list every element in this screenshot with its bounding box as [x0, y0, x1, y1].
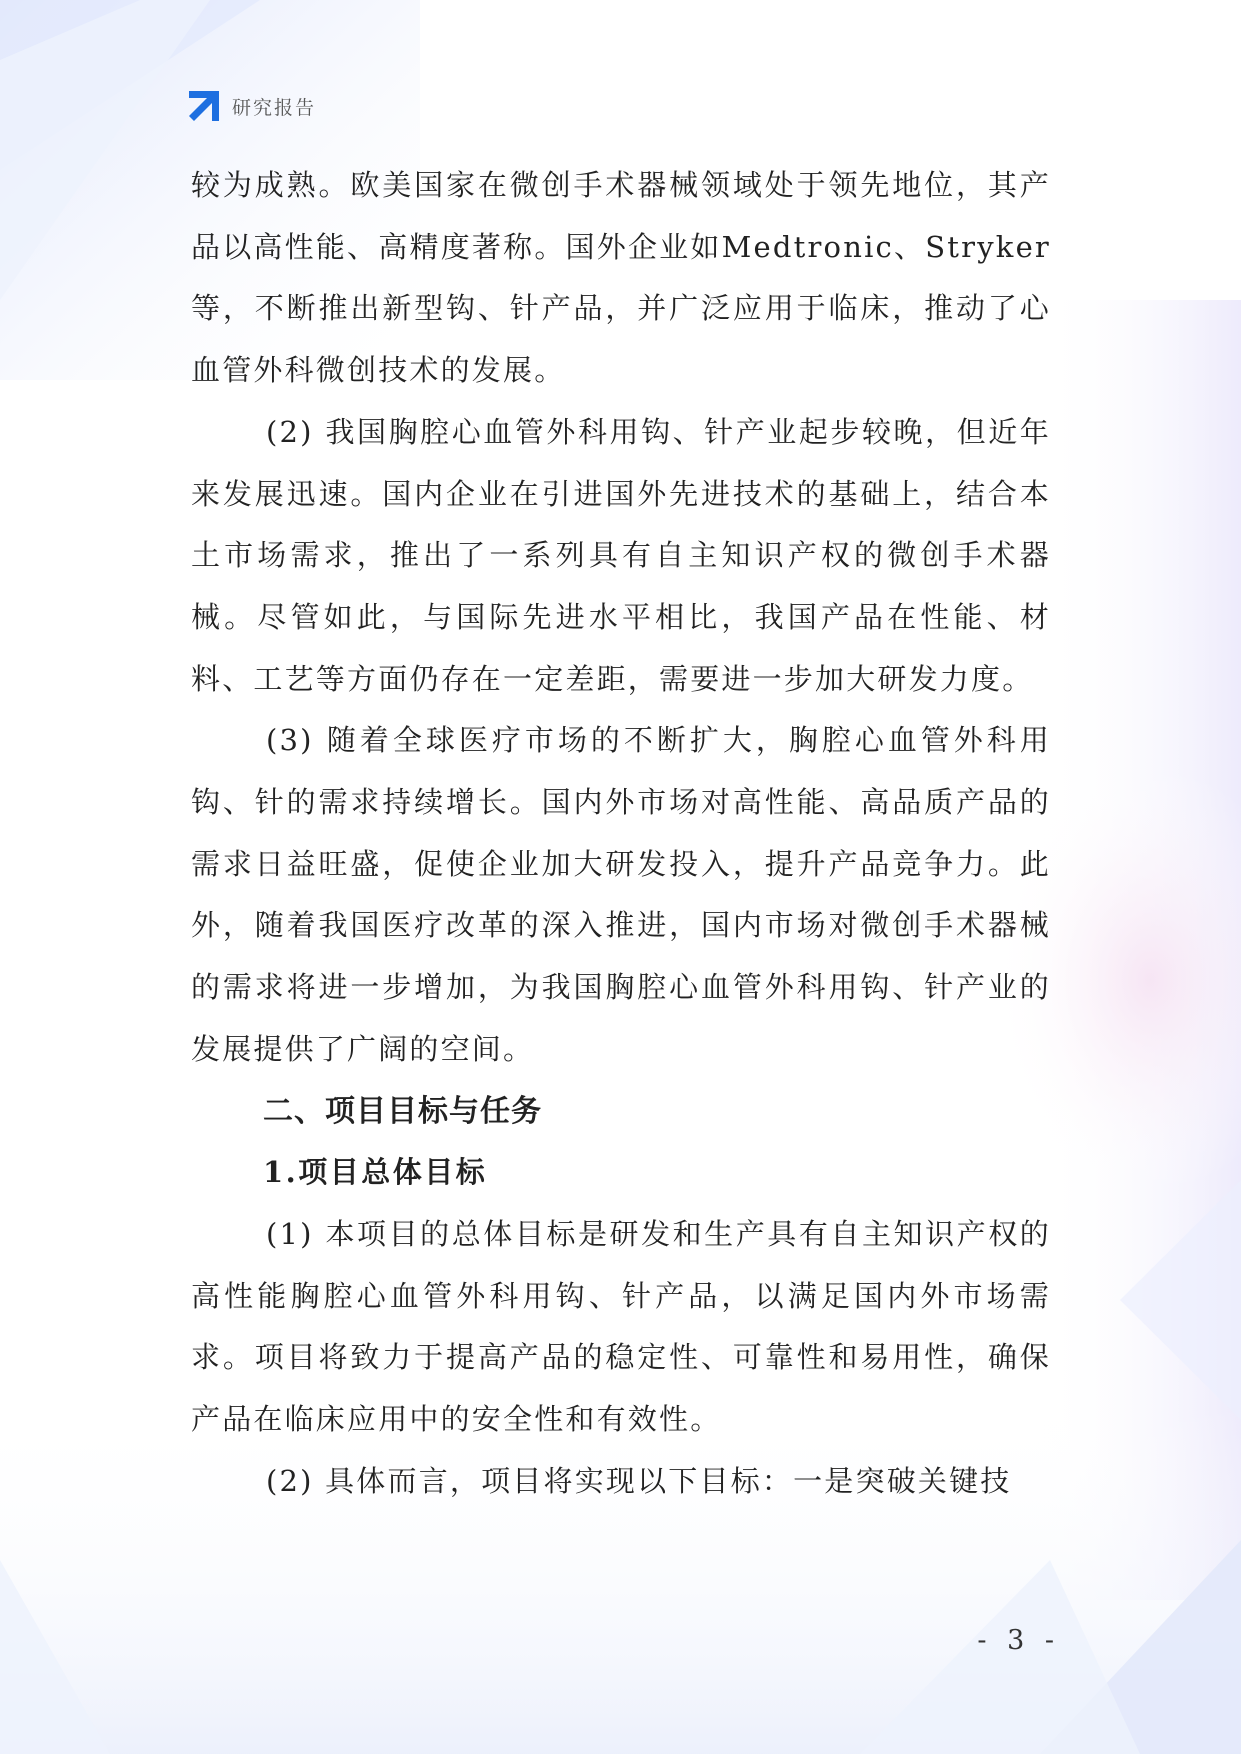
body-paragraph-1: 较为成熟。欧美国家在微创手术器械领域处于领先地位，其产品以高性能、高精度著称。国外企业如Medtronic、Stryker等，不断推出新型钩、针产品，并广泛应用于临床，推动了心血管外科微创技术的发展。: [191, 168, 1051, 388]
goal-paragraph-1: (1) 本项目的总体目标是研发和生产具有自主知识产权的高性能胸腔心血管外科用钩、针产品，以满足国内外市场需求。项目将致力于提高产品的稳定性、可靠性和易用性，确保产品在临床应用中的安全性和有效性。: [191, 1216, 1051, 1437]
document-body: [191, 155, 1051, 1512]
report-header: [186, 88, 316, 124]
goal-paragraph-2: (2) 具体而言，项目将实现以下目标：一是突破关键技: [266, 1463, 1012, 1498]
body-paragraph-2: (2) 我国胸腔心血管外科用钩、针产业起步较晚，但近年来发展迅速。国内企业在引进国外先进技术的基础上，结合本土市场需求，推出了一系列具有自主知识产权的微创手术器械。尽管如此，与国际先进水平相比，我国产品在性能、材料、工艺等方面仍存在一定差距，需要进一步加大研发力度。: [191, 414, 1051, 696]
arrow-up-right-icon: [186, 88, 222, 124]
page-number: - 3 -: [977, 1625, 1060, 1656]
section-heading: 二、项目目标与任务: [263, 1093, 542, 1129]
subsection-heading: 1.项目总体目标: [263, 1155, 488, 1190]
body-paragraph-3: (3) 随着全球医疗市场的不断扩大，胸腔心血管外科用钩、针的需求持续增长。国内外市场对高性能、高品质产品的需求日益旺盛，促使企业加大研发投入，提升产品竞争力。此外，随着我国医疗改革的深入推进，国内市场对微创手术器械的需求将进一步增加，为我国胸腔心血管外科用钩、针产业的发展提供了广阔的空间。: [191, 723, 1051, 1066]
header-title: 研究报告: [232, 96, 317, 119]
